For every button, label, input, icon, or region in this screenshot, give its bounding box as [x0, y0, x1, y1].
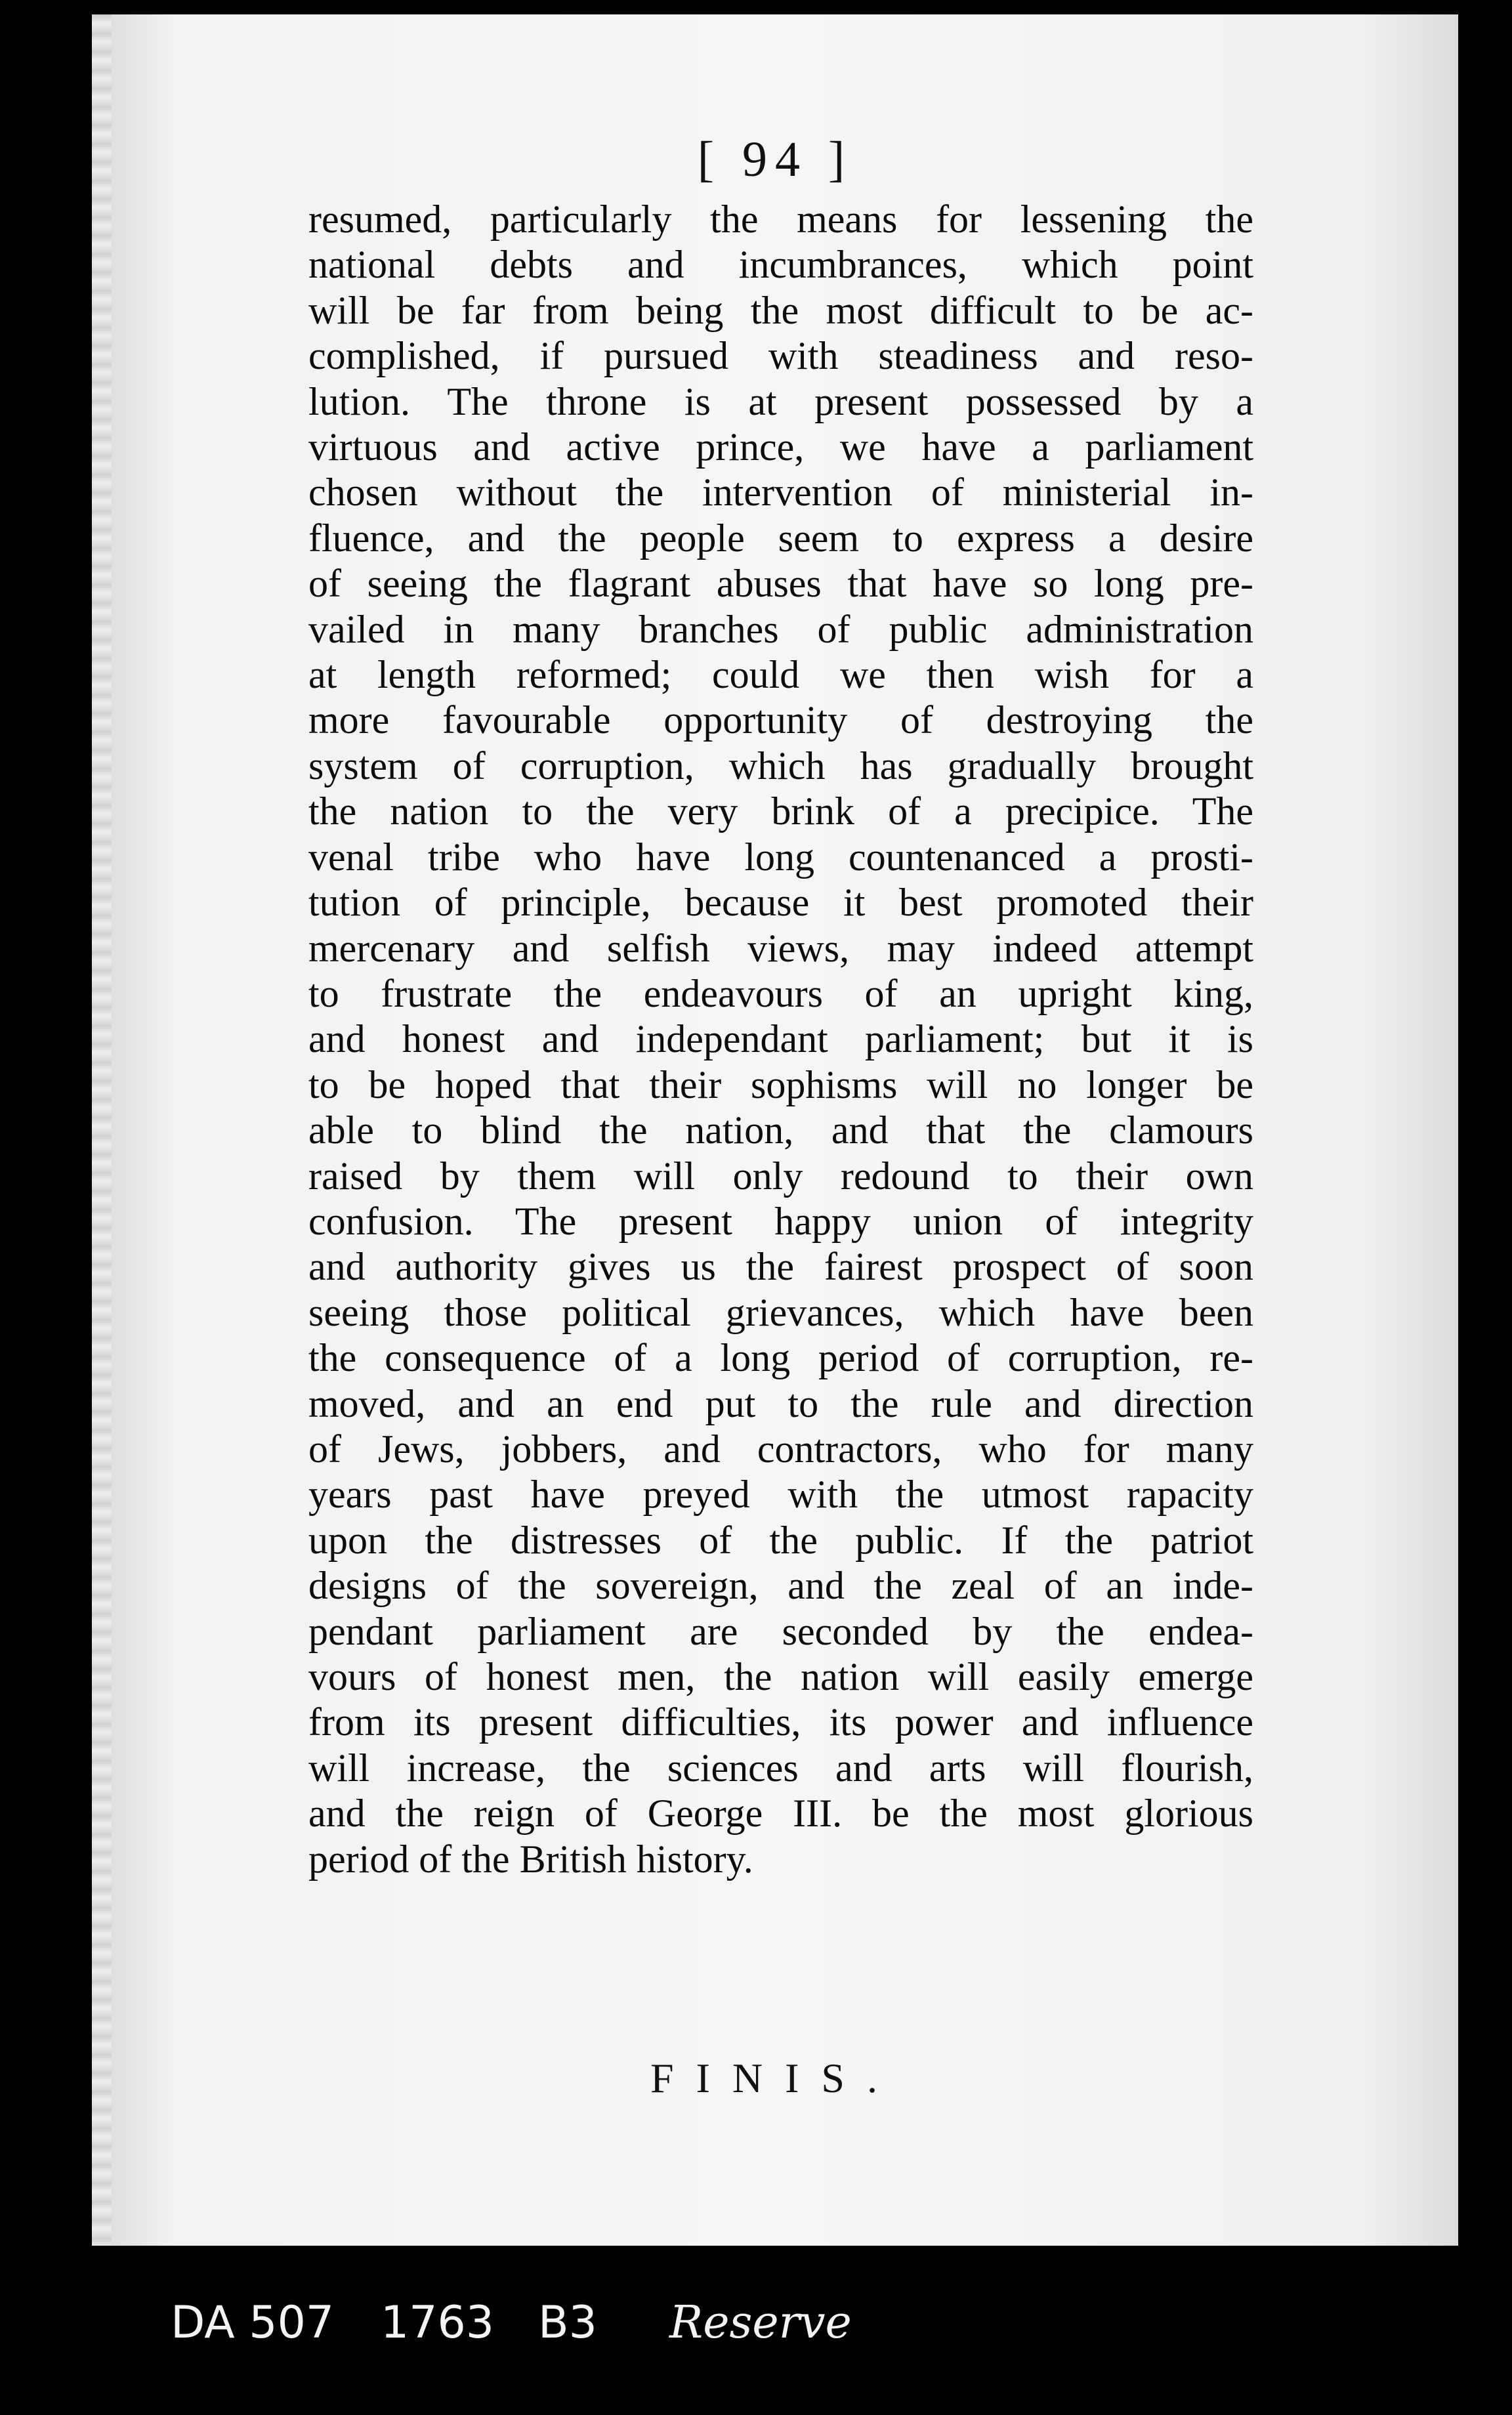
text-line: at length reformed; could we then wish for a — [308, 653, 1253, 697]
text-line: system of corruption, which has gradually brought — [308, 744, 1253, 788]
text-line: period of the British history. — [308, 1837, 753, 1881]
text-line: and honest and independant parliament; but it is — [308, 1017, 1253, 1061]
text-line: of Jews, jobbers, and contractors, who for many — [308, 1427, 1253, 1471]
page-number-header: [ 94 ] — [697, 132, 853, 187]
text-line: able to blind the nation, and that the clamours — [308, 1108, 1253, 1152]
text-line: lution. The throne is at present possessed by a — [308, 379, 1253, 423]
call-number-year: 1763 — [381, 2297, 495, 2349]
text-line: to frustrate the endeavours of an upright king, — [308, 971, 1253, 1015]
text-line: the nation to the very brink of a precipice. The — [308, 789, 1253, 833]
text-line: will increase, the sciences and arts will flourish, — [308, 1746, 1253, 1790]
finis-mark: FINIS. — [650, 2055, 900, 2101]
text-line: mercenary and selfish views, may indeed attempt — [308, 926, 1253, 970]
text-line: and authority gives us the fairest prospect of soon — [308, 1245, 1253, 1289]
text-line: of seeing the flagrant abuses that have so long pre- — [308, 562, 1253, 606]
page-torn-edge — [92, 14, 112, 2246]
call-number-class: DA 507 — [171, 2297, 335, 2349]
text-line: fluence, and the people seem to express a desire — [308, 516, 1253, 560]
text-line: vours of honest men, the nation will easily emerge — [308, 1655, 1253, 1698]
text-line: the consequence of a long period of corruption, re- — [308, 1336, 1253, 1380]
text-line: chosen without the intervention of ministerial in- — [308, 471, 1253, 514]
text-line: resumed, particularly the means for lessening the — [308, 198, 1253, 241]
text-line: more favourable opportunity of destroying the — [308, 698, 1253, 742]
text-line: will be far from being the most difficult to be ac- — [308, 288, 1253, 332]
text-line: moved, and an end put to the rule and direction — [308, 1381, 1253, 1425]
text-line: to be hoped that their sophisms will no longer be — [308, 1062, 1253, 1106]
text-line: from its present difficulties, its power and influence — [308, 1700, 1253, 1744]
text-line: seeing those political grievances, which have been — [308, 1290, 1253, 1334]
text-line: upon the distresses of the public. If the patriot — [308, 1518, 1253, 1562]
text-line: confusion. The present happy union of integrity — [308, 1199, 1253, 1243]
text-line: vailed in many branches of public administration — [308, 607, 1253, 651]
text-line: designs of the sovereign, and the zeal of an inde- — [308, 1564, 1253, 1608]
call-number-cutter: B3 — [538, 2297, 597, 2349]
call-number-location: Reserve — [669, 2297, 852, 2349]
page-body-text — [308, 197, 1253, 1882]
text-line: virtuous and active prince, we have a parliament — [308, 425, 1253, 469]
text-line: years past have preyed with the utmost rapacity — [308, 1473, 1253, 1517]
text-line: and the reign of George III. be the most glorious — [308, 1792, 1253, 1836]
text-line: raised by them will only redound to their own — [308, 1154, 1253, 1198]
text-line: tution of principle, because it best promoted their — [308, 881, 1253, 925]
text-line: pendant parliament are seconded by the endea- — [308, 1609, 1253, 1653]
text-line: national debts and incumbrances, which point — [308, 243, 1253, 287]
text-line: complished, if pursued with steadiness and reso- — [308, 334, 1253, 378]
text-line: venal tribe who have long countenanced a prosti- — [308, 835, 1253, 879]
